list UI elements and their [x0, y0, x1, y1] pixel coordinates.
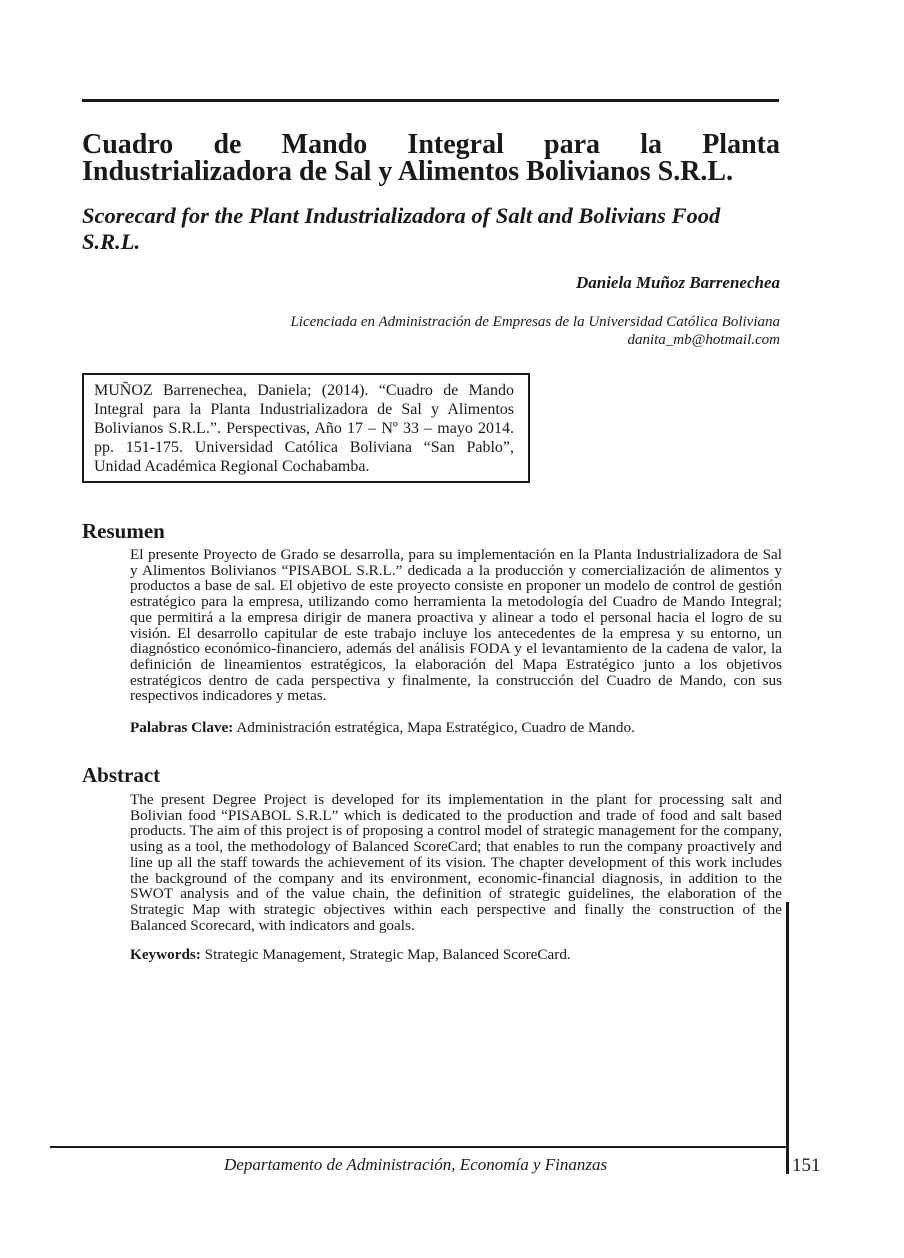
article-title-spanish: Cuadro de Mando Integral para la Planta Industrializadora de Sal y Alimentos Bolivianos S.R.L. [82, 129, 780, 187]
abstract-keywords [130, 947, 571, 963]
affiliation-text: Licenciada en Administración de Empresas de la Universidad Católica Boliviana [290, 314, 780, 330]
footer-department: Departamento de Administración, Economía y Finanzas [224, 1155, 608, 1174]
resumen-body: El presente Proyecto de Grado se desarrolla, para su implementación en la Planta Industrializadora de Sal y Alimentos Bolivianos “PISABOL S.R.L.” dedicada a la producción y comercialización de alimentos y productos a base de sal. El objetivo de este proyecto consiste en proponer un modelo de control de gestión estratégico para la empresa, utilizando como herramienta la metodología del Cuadro de Mando Integral; que permitirá a la empresa dirigir de manera proactiva y alinear a todo el personal hacia el logro de su visión. El desarrollo capitular de este trabajo incluye los antecedentes de la empresa y su entorno, un diagnóstico económico-financiero, además del análisis FODA y el levantamiento de la cadena de valor, la definición de lineamientos estratégicos, la elaboración del Mapa Estratégico junto a los objetivos estratégicos dentro de cada perspectiva y finalmente, la construcción del Cuadro de Mando, con sus respectivos indicadores y metas. [130, 546, 782, 705]
article-title-english: Scorecard for the Plant Industrializadora of Salt and Bolivians Food S.R.L. [82, 203, 721, 254]
abstract-heading: Abstract [82, 763, 161, 787]
top-rule [82, 99, 779, 102]
author-email: danita_mb@hotmail.com [627, 332, 780, 348]
keywords-text-es: Administración estratégica, Mapa Estratégico, Cuadro de Mando. [236, 719, 635, 736]
author-name: Daniela Muñoz Barrenechea [575, 273, 780, 292]
abstract-body: The present Degree Project is developed for its implementation in the plant for processing salt and Bolivian food “PISABOL S.R.L” which is dedicated to the production and trade of food and salt based products. The aim of this project is of proposing a control model of strategic management for the company, using as a tool, the methodology of Balanced ScoreCard; that enables to run the company proactively and line up all the staff towards the achievement of its vision. The chapter development of this work includes the background of the company and its environment, economic-financial diagnosis, in addition to the SWOT analysis and of the value chain, the definition of strategic guidelines, the elaboration of the Strategic Map with strategic objectives within each perspective and finally the construction of the Balanced Scorecard, with indicators and goals. [130, 791, 782, 934]
citation-box: MUÑOZ Barrenechea, Daniela; (2014). “Cuadro de Mando Integral para la Planta Industrializadora de Sal y Alimentos Bolivianos S.R.L.”. Perspectivas, Año 17 – Nº 33 – mayo 2014. pp. 151-175. Universidad Católica Boliviana “San Pablo”, Unidad Académica Regional Cochabamba. [82, 373, 530, 483]
keywords-label-es: Palabras Clave: [130, 719, 234, 736]
page-number: 151 [792, 1155, 821, 1176]
keywords-text-en: Strategic Management, Strategic Map, Balanced ScoreCard. [204, 946, 571, 963]
author-affiliation-block [180, 313, 780, 349]
vertical-rule [786, 902, 789, 1174]
footer-rule [50, 1146, 788, 1148]
resumen-keywords [130, 720, 635, 736]
keywords-label-en: Keywords: [130, 946, 201, 963]
resumen-heading: Resumen [82, 519, 165, 543]
